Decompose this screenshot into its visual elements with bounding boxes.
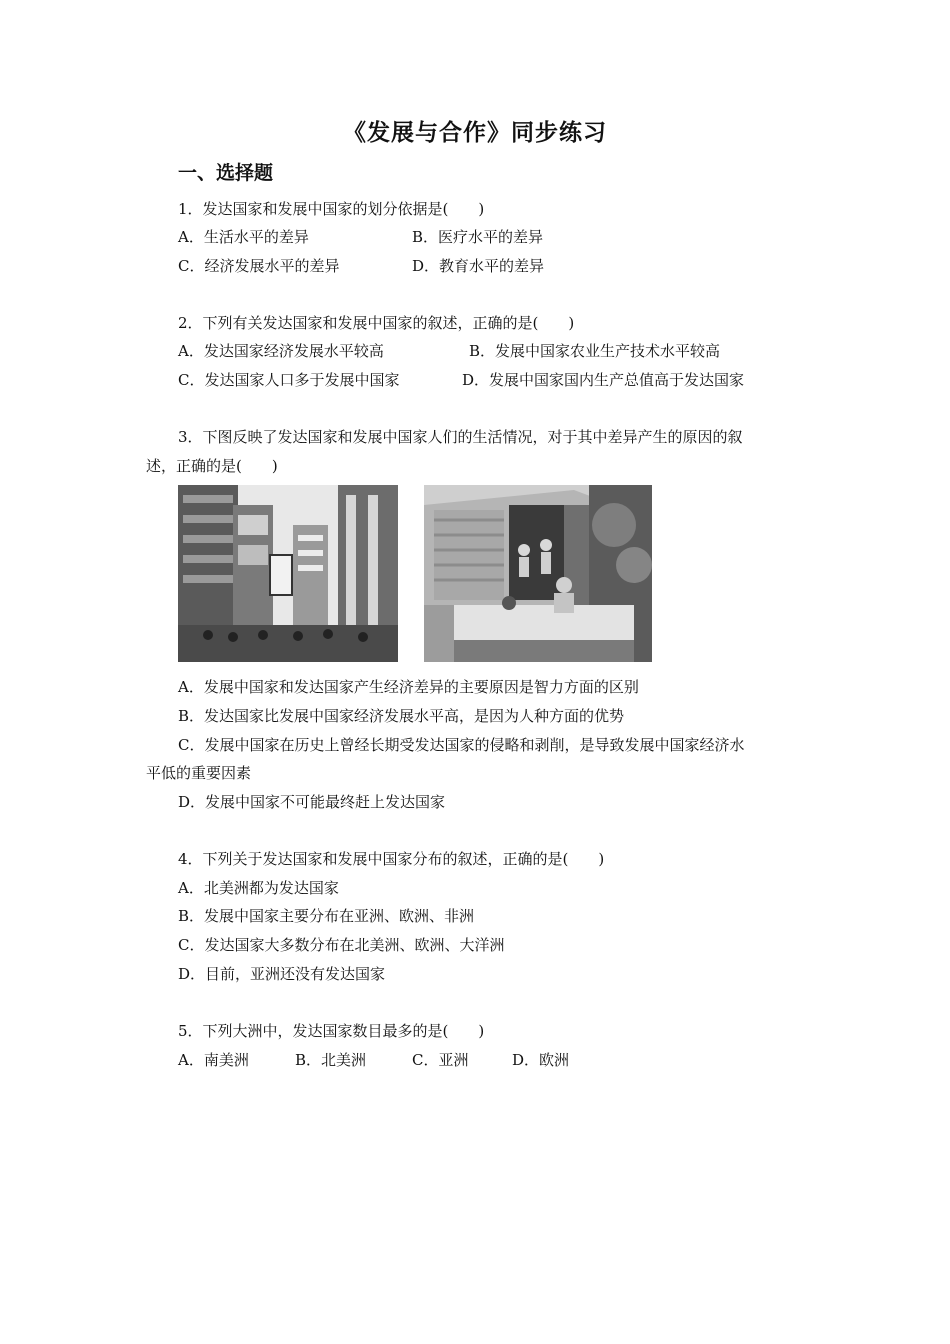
q1-option-c: C．经济发展水平的差异 xyxy=(178,257,340,275)
q2-option-c: C．发达国家人口多于发展中国家 xyxy=(178,371,400,389)
q3-option-c-line1: C．发展中国家在历史上曾经长期受发达国家的侵略和剥削，是导致发展中国家经济水 xyxy=(178,736,745,754)
q4-option-c: C．发达国家大多数分布在北美洲、欧洲、大洋洲 xyxy=(178,936,505,954)
q3-option-d: D．发展中国家不可能最终赶上发达国家 xyxy=(178,793,446,811)
q4-option-d: D．目前，亚洲还没有发达国家 xyxy=(178,965,386,983)
page-title: 《发展与合作》同步练习 xyxy=(343,120,607,146)
q2-option-a: A．发达国家经济发展水平较高 xyxy=(178,342,384,360)
q5-option-d: D．欧洲 xyxy=(512,1051,570,1069)
q1-option-b: B．医疗水平的差异 xyxy=(412,228,544,246)
rural-hut-photo xyxy=(424,485,652,662)
q4-option-a: A．北美洲都为发达国家 xyxy=(178,879,339,897)
q5-stem: 5．下列大洲中，发达国家数目最多的是( ) xyxy=(178,1022,485,1040)
q3-option-b: B．发达国家比发展中国家经济发展水平高，是因为人种方面的优势 xyxy=(178,707,625,725)
q2-option-b: B．发展中国家农业生产技术水平较高 xyxy=(469,342,721,360)
q1-option-d: D．教育水平的差异 xyxy=(412,257,545,275)
q3-stem-line2: 述，正确的是( ) xyxy=(146,457,278,475)
q5-option-c: C．亚洲 xyxy=(412,1051,469,1069)
section-heading: 一、选择题 xyxy=(178,162,274,184)
q3-option-a: A．发展中国家和发达国家产生经济差异的主要原因是智力方面的区别 xyxy=(178,678,639,696)
q2-option-d: D．发展中国家国内生产总值高于发达国家 xyxy=(462,371,745,389)
q4-stem: 4．下列关于发达国家和发展中国家分布的叙述，正确的是( ) xyxy=(178,850,605,868)
q4-option-b: B．发展中国家主要分布在亚洲、欧洲、非洲 xyxy=(178,907,475,925)
q5-option-b: B．北美洲 xyxy=(295,1051,367,1069)
q3-stem-line1: 3．下图反映了发达国家和发展中国家人们的生活情况，对于其中差异产生的原因的叙 xyxy=(178,428,743,446)
q1-option-a: A．生活水平的差异 xyxy=(178,228,309,246)
city-street-photo xyxy=(178,485,398,662)
q2-stem: 2．下列有关发达国家和发展中国家的叙述，正确的是( ) xyxy=(178,314,575,332)
q3-option-c-line2: 平低的重要因素 xyxy=(146,764,252,782)
q5-option-a: A．南美洲 xyxy=(178,1051,249,1069)
q1-stem: 1．发达国家和发展中国家的划分依据是( ) xyxy=(178,200,485,218)
